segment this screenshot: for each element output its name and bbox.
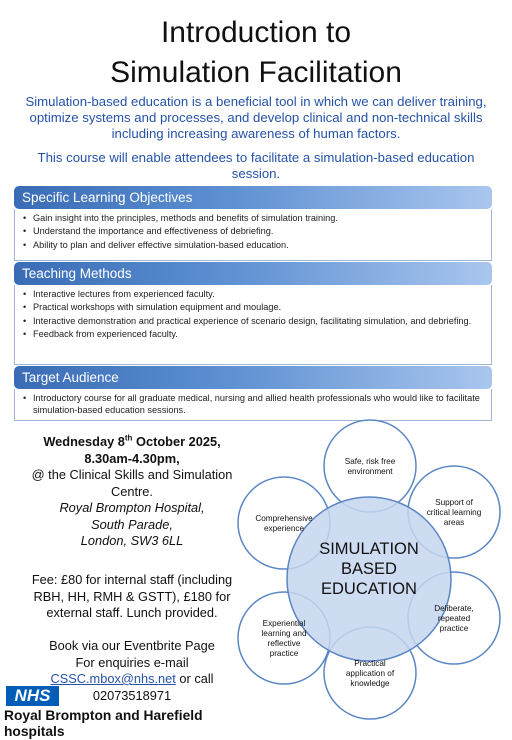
audience-heading: Target Audience bbox=[14, 366, 492, 389]
audience-box bbox=[14, 389, 492, 421]
fee-line: RBH, HH, RMH & GSTT), £180 for bbox=[33, 588, 231, 604]
diagram-node-label-line: areas bbox=[443, 518, 465, 527]
or-call-text: or call bbox=[175, 671, 214, 686]
org-name-line-2: hospitals bbox=[4, 724, 65, 739]
event-date-ordinal: th bbox=[124, 433, 133, 443]
nhs-logo: NHS bbox=[6, 686, 59, 706]
page-title-line-2: Simulation Facilitation bbox=[110, 56, 402, 89]
booking-line: Book via our Eventbrite Page bbox=[49, 638, 215, 653]
intro-line: session. bbox=[231, 166, 281, 181]
event-address: Royal Brompton Hospital, bbox=[59, 500, 205, 515]
diagram-node-label-line: Practical bbox=[354, 659, 386, 668]
diagram-node-label-line: practice bbox=[269, 649, 299, 658]
diagram-node-label-line: experience bbox=[263, 524, 305, 533]
diagram-node-label-line: learning and bbox=[261, 629, 307, 638]
event-date-day: Wednesday 8 bbox=[43, 434, 125, 449]
event-fee bbox=[14, 572, 250, 622]
teaching-box bbox=[14, 285, 492, 365]
event-venue: @ the Clinical Skills and Simulation bbox=[31, 467, 233, 482]
diagram-node-label-line: environment bbox=[347, 467, 393, 476]
intro-line: Simulation-based education is a beneficial tool in which we can deliver training, bbox=[25, 94, 487, 109]
fee-line: Fee: £80 for internal staff (including bbox=[31, 572, 233, 587]
event-details bbox=[14, 434, 250, 550]
audience-item: • Introductory course for all graduate medical, nursing and allied health professionals who would like to facilitate simulation-based education sessions. bbox=[21, 392, 487, 417]
event-date bbox=[14, 434, 250, 451]
diagram-node-label bbox=[434, 604, 474, 633]
simulation-diagram bbox=[228, 418, 510, 736]
page-title-line-1: Introduction to bbox=[160, 16, 352, 49]
phone-number: 02073518971 bbox=[92, 687, 172, 703]
center-label-line: EDUCATION bbox=[321, 580, 417, 598]
objective-item: • Ability to plan and deliver effective simulation-based education. bbox=[21, 239, 487, 251]
center-label-line: BASED bbox=[341, 560, 397, 578]
teaching-item: • Interactive demonstration and practical experience of scenario design, facilitating simulation, and debriefing. bbox=[21, 315, 487, 327]
objectives-heading: Specific Learning Objectives bbox=[14, 186, 492, 209]
intro-line: including increasing awareness of human factors. bbox=[111, 126, 401, 141]
diagram-node-label-line: reflective bbox=[267, 639, 301, 648]
center-label-line: SIMULATION bbox=[319, 540, 419, 558]
diagram-node-label bbox=[345, 457, 396, 476]
teaching-item: • Interactive lectures from experienced faculty. bbox=[21, 288, 487, 300]
org-name-line-1: Royal Brompton and Harefield bbox=[4, 708, 203, 723]
diagram-node-label-line: repeated bbox=[437, 614, 471, 623]
event-address: London, SW3 6LL bbox=[80, 533, 184, 548]
diagram-node-label-line: Safe, risk free bbox=[344, 457, 396, 466]
diagram-node-label-line: Experiential bbox=[262, 619, 306, 628]
event-address: South Parade, bbox=[91, 516, 173, 532]
diagram-node-label-line: Support of bbox=[435, 498, 473, 507]
objective-item: • Understand the importance and effectiveness of debriefing. bbox=[21, 225, 487, 237]
intro-paragraph-2 bbox=[4, 150, 508, 182]
teaching-heading: Teaching Methods bbox=[14, 262, 492, 285]
objectives-box bbox=[14, 209, 492, 261]
event-date-month: October 2025, bbox=[132, 434, 221, 449]
diagram-node-label-line: Comprehensive bbox=[255, 514, 313, 523]
fee-line: external staff. Lunch provided. bbox=[46, 605, 218, 620]
event-venue: Centre. bbox=[111, 483, 153, 499]
intro-paragraph bbox=[4, 94, 508, 142]
diagram-node-label-line: Deliberate, bbox=[434, 604, 474, 613]
enquiries-line: For enquiries e-mail bbox=[75, 654, 189, 670]
teaching-item: • Practical workshops with simulation equipment and moulage. bbox=[21, 301, 487, 313]
diagram-node-label-line: critical learning bbox=[426, 508, 482, 517]
intro-line: optimize systems and processes, and develop clinical and non-technical skills bbox=[29, 110, 483, 125]
teaching-item: • Feedback from experienced faculty. bbox=[21, 328, 487, 340]
diagram-node-label-line: practice bbox=[439, 624, 469, 633]
event-time: 8.30am-4.30pm, bbox=[84, 450, 180, 466]
email-link[interactable]: CSSC.mbox@nhs.net bbox=[50, 671, 176, 686]
diagram-node-label-line: application of bbox=[345, 669, 395, 678]
intro-line: This course will enable attendees to facilitate a simulation-based education bbox=[37, 150, 475, 165]
objective-item: • Gain insight into the principles, methods and benefits of simulation training. bbox=[21, 212, 487, 224]
diagram-node-label-line: knowledge bbox=[350, 679, 390, 688]
